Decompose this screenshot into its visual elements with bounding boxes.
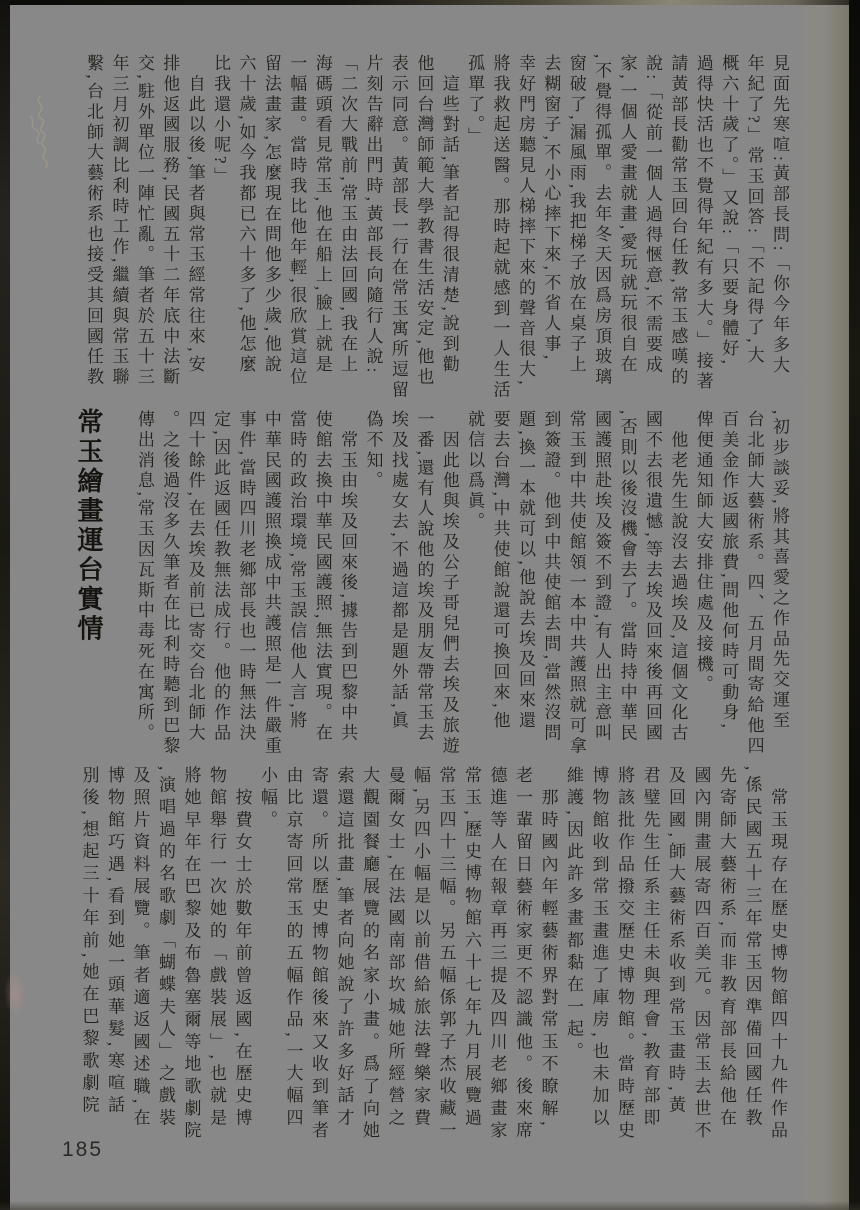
text-column: 老一輩留日藝術家更不認識他。後來席: [513, 766, 532, 1144]
text-column: 當時的政治環境,常玉誤信他人言,將: [287, 410, 307, 732]
text-column: 四十餘件,在去埃及前已寄交台北師大: [185, 410, 205, 745]
text-column: 將她早年在巴黎及布魯塞爾等地歌劇院: [181, 766, 201, 1144]
text-column: 偽不知。: [363, 410, 383, 492]
text-column: 年紀了?」常玉回答:「不記得了,大: [744, 54, 764, 367]
text-column: 常玉到中共使館領一本中共護照就可拿: [566, 410, 586, 757]
text-column: 過得快活也不覺得年紀有多大。」接著: [693, 54, 713, 393]
text-column: 博物館巧遇,看到她一頭華髮,寒喧話: [105, 766, 124, 1118]
text-column: 博物館收到常玉畫進了庫房,也未加以: [589, 766, 609, 1131]
text-column: ,演唱過的名歌劇「蝴蝶夫人」之戲裝: [156, 766, 175, 1131]
text-column: 將該批作品撥交歷史博物館。當時歷史: [615, 766, 634, 1144]
text-column: ,初步談妥,將其喜愛之作品先交運至: [770, 410, 789, 732]
text-column: 常玉,歷史博物館六十七年九月展覽過: [462, 766, 481, 1131]
text-block-top: [81, 54, 792, 406]
text-block-bottom: [76, 766, 790, 1152]
scan-shadow-bottom: [0, 1201, 860, 1210]
text-column: 概六十歲了。」又說:「只要身體好,: [719, 54, 739, 368]
text-column: 題,換一本就可以,他說去埃及回來還: [515, 410, 535, 732]
text-column: 見面先寒喧:黃部長問:「你今年多大: [770, 54, 789, 377]
text-column: 俾便通知師大安排住處及接機。: [693, 410, 713, 696]
text-column: 因此他與埃及公子哥兒們去埃及旅遊: [439, 410, 459, 757]
text-column: 事件,當時四川老鄉部長也一時無法決: [236, 410, 256, 745]
text-column: ,係民國五十三年常玉因準備回國任教: [742, 766, 762, 1131]
text-column: 按費女士於數年前曾返國,在歷史博: [232, 766, 252, 1131]
text-column: 使館去換中華民國護照,無法實現。在: [312, 410, 332, 745]
scan-edge-right: [849, 0, 860, 1210]
text-column: 自此以後,筆者與常玉經常往來,安: [185, 54, 205, 376]
text-column: 曼爾女士,在法國南部坎城她所經營之: [385, 766, 405, 1131]
text-column: 他回台灣師範大學教書生活安定,他也: [414, 54, 434, 389]
text-column: 國不去很遺憾,等去埃及回來後再回國: [642, 410, 662, 745]
scan-smudge: [4, 970, 26, 1016]
text-column: 大觀園餐廳展覽的名家小畫。爲了向她: [360, 766, 379, 1144]
text-column: 說:「從前一個人過得愜意,不需要成: [642, 54, 662, 376]
scan-shadow-right: [791, 0, 849, 1210]
text-column: 留法畫家,怎麼現在問他多少歲,他說: [261, 54, 281, 376]
text-column: 台北師大藝術系。四、五月間寄給他四: [744, 410, 764, 757]
text-column: 一番,還有人說他的埃及朋友帶常玉去: [414, 410, 434, 745]
text-column: 別後,想起三十年前,她在巴黎歌劇院: [79, 766, 99, 1118]
text-column: 片刻告辭出門時,黃部長向隨行人說:: [363, 54, 383, 376]
text-column: 定,因此返國任教無法成行。他的作品: [211, 410, 231, 745]
scan-edge-left: [0, 0, 10, 1210]
text-column: 排他返國服務,民國五十二年底中法斷: [160, 54, 180, 389]
text-column: 就信以爲眞。: [465, 410, 485, 533]
text-column: 到簽證。他到中共使館去問,當然沒問: [541, 410, 561, 745]
text-column: 請黃部長勸常玉回台任教,常玉感嘆的: [668, 54, 688, 389]
text-column: 國護照赴埃及簽不到證,有人出主意叫: [592, 410, 612, 745]
text-column: 常玉四十三幅。另五幅係郭子杰收藏一: [436, 766, 456, 1144]
text-column: 孤單了。」: [465, 54, 485, 148]
text-column: 。之後過沒多久筆者在比利時聽到巴黎: [160, 410, 180, 757]
text-column: 比我還小呢?」: [211, 54, 231, 188]
page-number: 185: [62, 1138, 104, 1161]
text-column: 海碼頭看見常玉,他在船上,臉上就是: [312, 54, 332, 376]
text-column: 國內開畫展寄四百美元。因常玉去世不: [691, 766, 711, 1144]
text-column: 及回國,師大藝術系收到常玉畫時,黃: [666, 766, 685, 1118]
text-column: 常玉由埃及回來後,據告到巴黎中共: [338, 410, 358, 745]
text-column: 那時國內年輕藝術界對常玉不瞭解,: [538, 766, 558, 1131]
text-column: 將我救起送醫。那時起就感到一人生活: [490, 54, 510, 401]
section-title: 常玉繪畫運台實情: [74, 408, 103, 644]
text-column: 窗破了,漏風雨,我把梯子放在桌子上: [566, 54, 586, 376]
text-column: 物館舉行一次她的「戲裝展」,也就是: [207, 766, 226, 1131]
text-column: 先寄師大藝術系,而非教育部長給他在: [717, 766, 736, 1131]
text-column: 傳出消息,常玉因瓦斯中毒死在寓所。: [134, 410, 154, 745]
text-column: 君璧先生任系主任未與理會,教育部即: [640, 766, 660, 1131]
text-column: 小幅。: [258, 766, 277, 833]
text-column: 「二次大戰前,常玉由法回國,我在上: [338, 54, 358, 376]
text-column: 百美金作返國旅費,問他何時可動身,: [719, 410, 739, 732]
text-column: 年三月初調比利時工作,繼續與常玉聯: [109, 54, 129, 389]
text-column: 交,駐外單位一陣忙亂。筆者於五十三: [134, 54, 154, 389]
text-column: 去糊窗子,不小心摔下來,不省人事,: [541, 54, 561, 363]
text-column: 一幅畫。當時我比他年輕,很欣賞這位: [287, 54, 307, 389]
text-column: 六十歲,如今我都已六十多了,他怎麼: [236, 54, 256, 376]
scan-edge-top: [0, 0, 860, 5]
text-column: 要去台灣,中共使館說還可換回來,他: [490, 410, 510, 732]
pencil-scribble: [16, 86, 62, 186]
text-column: 索還這批畫,筆者向她說了許多好話才: [334, 766, 354, 1131]
text-column: ,不覺得孤單。去年冬天因爲房頂玻璃: [592, 54, 612, 389]
text-column: 維護,因此許多畫都黏在一起。: [564, 766, 583, 1065]
text-column: 幸好門房聽見人梯摔下來的聲音很大,: [515, 54, 535, 389]
text-block-middle: [131, 410, 792, 758]
text-column: 寄還。所以歷史博物館後來又收到筆者: [309, 766, 328, 1144]
text-column: 埃及找處女去,不過這都是題外話,眞: [388, 410, 408, 732]
text-column: ,否則以後沒機會去了。當時持中華民: [617, 410, 637, 745]
text-column: 常玉現存在歷史博物館四十九件作品: [768, 766, 787, 1144]
text-column: 家,一個人愛畫就畫,愛玩就玩很自在: [617, 54, 637, 376]
text-column: 繫,台北師大藝術系也接受其回國任教: [84, 54, 104, 389]
text-column: 他老先生說沒去過埃及,這個文化古: [668, 410, 688, 745]
text-column: 表示同意。黃部長一行在常玉寓所逗留: [388, 54, 408, 401]
text-column: 由比京寄回常玉的五幅作品,一大幅四: [283, 766, 303, 1131]
text-column: 及照片資料展覽。筆者適返國述職,在: [130, 766, 150, 1131]
text-column: 幅,另四小幅是以前借給旅法聲樂家費: [411, 766, 430, 1131]
text-column: 中華民國護照換成中共護照是一件嚴重: [261, 410, 281, 757]
text-column: 這些對話,筆者記得很清楚,說到勸: [439, 54, 459, 376]
text-column: 德進等人在報章再三提及四川老鄉畫家: [487, 766, 507, 1144]
